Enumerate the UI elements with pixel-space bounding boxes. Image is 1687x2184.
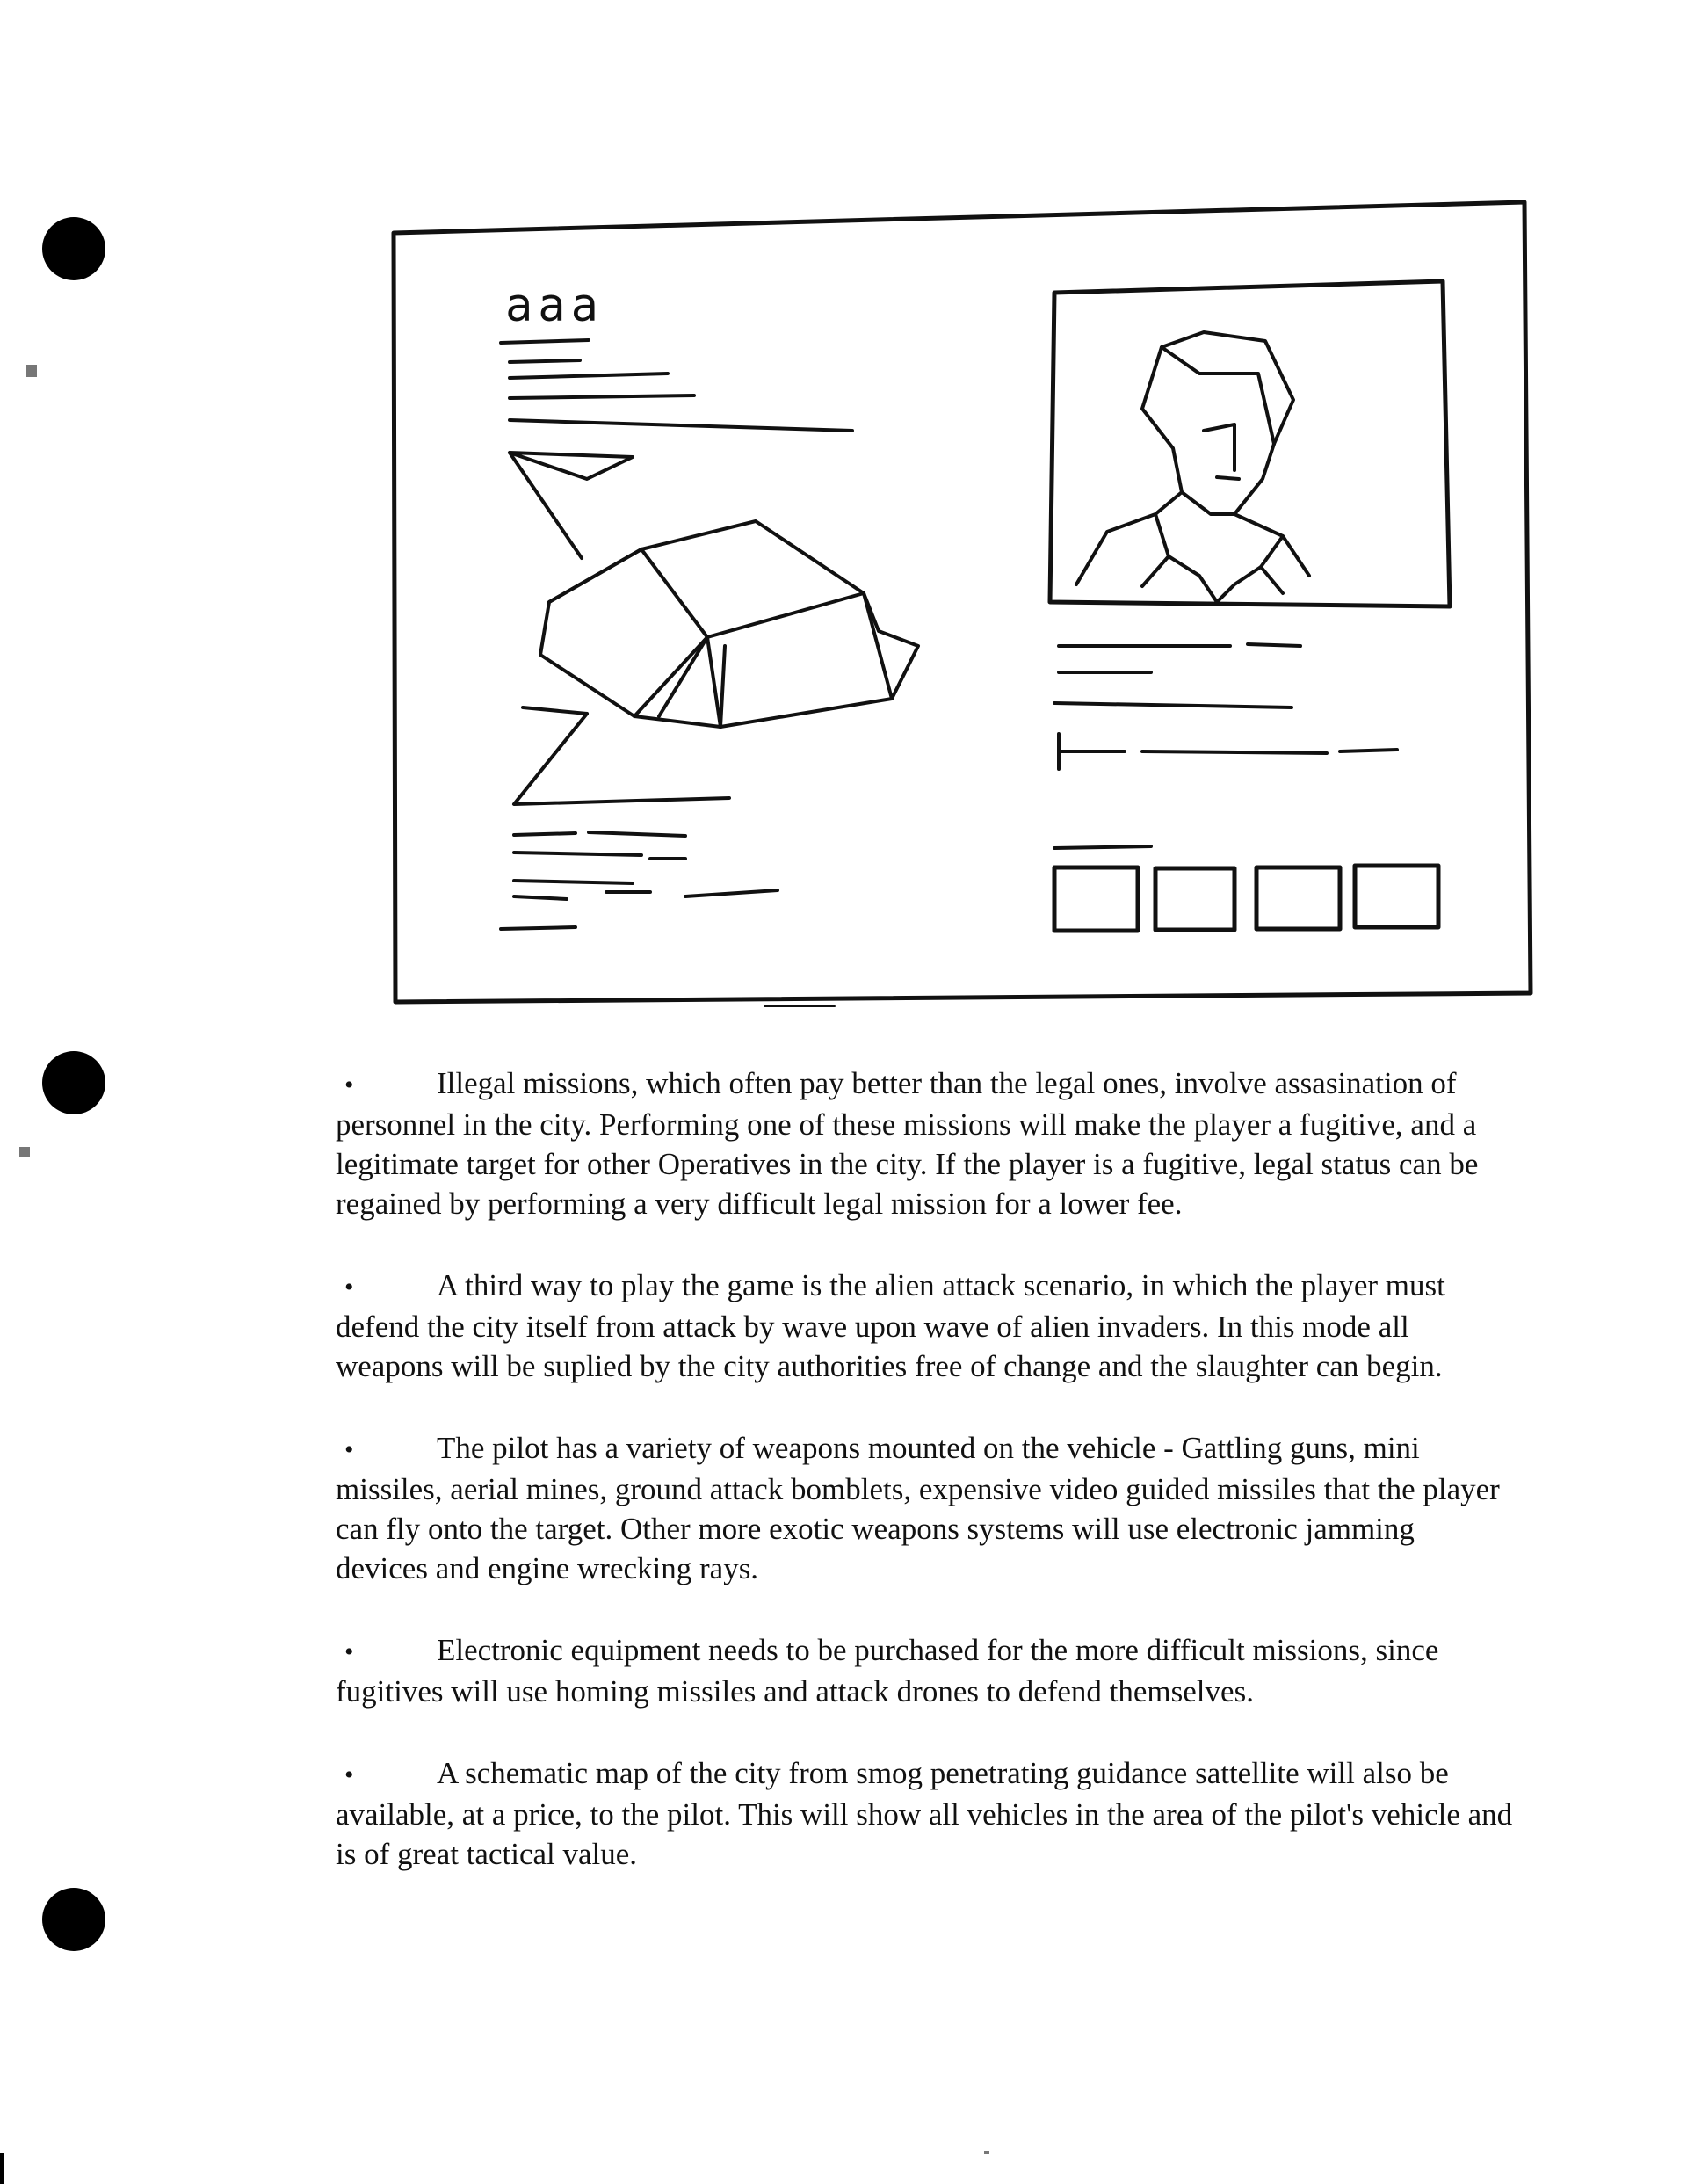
punch-hole-top	[42, 217, 105, 280]
bullet-paragraph	[336, 1266, 1513, 1386]
scan-speck	[19, 1147, 30, 1157]
bullet-icon: •	[344, 1435, 354, 1464]
bullet-paragraph	[336, 1630, 1513, 1711]
bullet-icon: •	[344, 1273, 354, 1302]
bullet-icon: •	[344, 1070, 354, 1099]
sketch-text-lines-top	[501, 340, 852, 431]
document-body	[336, 1063, 1513, 1916]
punch-hole-middle	[42, 1051, 105, 1114]
sketch-vehicle	[510, 453, 918, 804]
paragraph-text: The pilot has a variety of weapons mounted on the vehicle - Gattling guns, mini missiles, aerial mines, ground attack bomblets, expensive video guided missiles that the player can fly onto the target. Other more exotic weapons systems will use electronic jamming devices and engine wrecking rays.	[336, 1431, 1500, 1585]
paragraph-text: Illegal missions, which often pay better than the legal ones, involve assasination of personnel in the city. Performing one of these missions will make the player a fugitive, and a legitimate target for other Operatives in the city. If the player is a fugitive, legal status can be regained by performing a very difficult legal mission for a lower fee.	[336, 1066, 1479, 1221]
scan-speck	[984, 2151, 989, 2154]
bullet-paragraph	[336, 1063, 1513, 1223]
bullet-icon: •	[344, 1637, 354, 1666]
punch-hole-bottom	[42, 1888, 105, 1951]
sketch-portrait-frame	[1050, 281, 1450, 606]
bullet-paragraph	[336, 1753, 1513, 1874]
sketch-portrait-figure	[1076, 332, 1309, 602]
scan-edge-mark	[0, 2153, 4, 2184]
bullet-icon: •	[344, 1760, 354, 1789]
sketch-text-lines-bottom	[501, 832, 778, 929]
storyboard-sketch	[378, 189, 1546, 1024]
paragraph-text: A schematic map of the city from smog penetrating guidance sattellite will also be available, at a price, to the pilot. This will show all vehicles in the area of the pilot's vehicle and is of great tactical value.	[336, 1756, 1513, 1871]
sketch-glyphs: aaa	[505, 279, 604, 332]
paragraph-text: Electronic equipment needs to be purchased for the more difficult missions, since fugitives will use homing missiles and attack drones to defend themselves.	[336, 1633, 1439, 1709]
paragraph-text: A third way to play the game is the alien attack scenario, in which the player must defend the city itself from attack by wave upon wave of alien invaders. In this mode all weapons will be suplied by the city authorities free of change and the slaughter can begin.	[336, 1268, 1445, 1383]
bullet-paragraph	[336, 1428, 1513, 1588]
scan-speck	[26, 365, 37, 377]
sketch-right-text-lines	[1054, 644, 1397, 848]
sketch-button-boxes	[1054, 866, 1438, 931]
